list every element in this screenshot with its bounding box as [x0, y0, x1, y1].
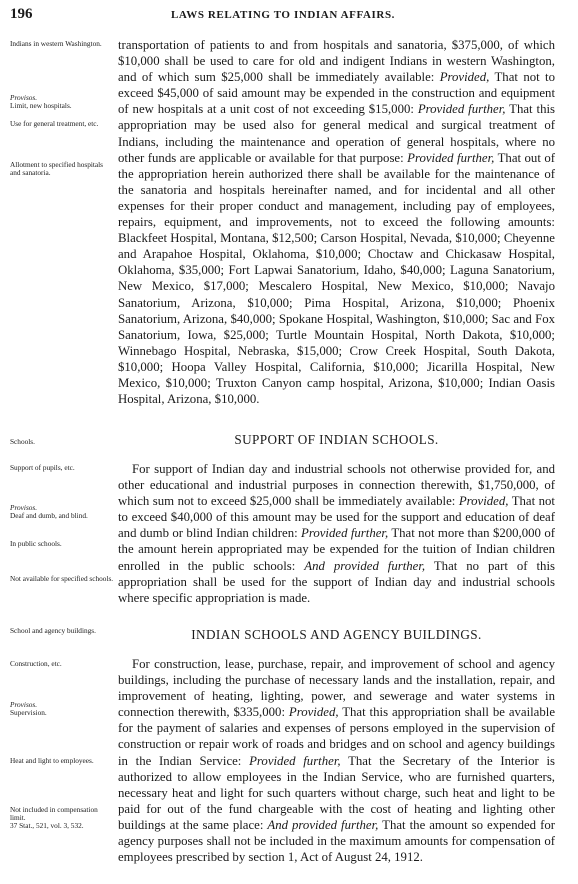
margin-note-public: In public schools.	[10, 539, 62, 548]
hospitals-paragraph: transportation of patients to and from hospitals and sanatoria, $375,000, of which $10,000 shall be used to care for old and indigent Indians in western Washington, and of which sum $25,000 shall be immediately available: Provided, That not to exceed $45,000 of said amount may be expended in the construction and equipment of new hospitals at a unit cost of not exceeding $15,000: Provided further, That this appropriation may be used also for general medical and surgical treatment of Indians, including the maintenance and operation of general hospitals, where no other funds are applicable or available for that purpose: Provided further, That out of the appropriation herein authorized there shall be available for the maintenance of the sanatoria and hospitals hereinafter named, and for incidental and all other expenses for their proper conduct and management, including pay of employees, repairs, equipment, and improvements, not to exceed the following amounts: Blackfeet Hospital, Montana, $12,500; Carson Hospital, Nevada, $10,000; Cheyenne and Arapahoe Hospital, Oklahoma, $10,000; Choctaw and Chickasaw Hospital, Oklahoma, $35,000; Fort Lapwai Sanatorium, Idaho, $40,000; Laguna Sanatorium, New Mexico, $17,000; Mescalero Hospital, New Mexico, $10,000; Navajo Sanatorium, Arizona, $10,000; Pima Hospital, Arizona, $10,000; Phoenix Sanatorium, Arizona, $40,000; Spokane Hospital, Washington, $10,000; Sac and Fox Sanatorium, Iowa, $25,000; Turtle Mountain Hospital, North Dakota, $10,000; Winnebago Hospital, Nebraska, $15,000; Crow Creek Hospital, South Dakota, $10,000; Hoopa Valley Hospital, California, $10,000; Jicarilla Hospital, New Mexico, $10,000; Truxton Canyon camp hospital, Arizona, $10,000; Indian Oasis Hospital, Arizona, $10,000.	[118, 38, 556, 407]
running-title: LAWS RELATING TO INDIAN AFFAIRS.	[170, 9, 396, 21]
margin-note-schools: Schools.	[10, 437, 35, 446]
page-number: 196	[10, 6, 33, 22]
margin-note-allotment: Allotment to specified hospitals and sanatoria.	[10, 160, 104, 177]
margin-note-washington: Indians in western Washington.	[10, 39, 102, 48]
margin-note-supervision: Supervision.	[10, 708, 47, 717]
margin-note-general-treatment: Use for general treatment, etc.	[10, 119, 99, 128]
margin-note-construction: Construction, etc.	[10, 659, 62, 668]
schools-text	[118, 461, 555, 606]
margin-note-proviso: Provisos.	[10, 503, 38, 512]
margin-note-not-included: Not included in compensation limit.	[10, 805, 98, 822]
section-heading-support-schools: SUPPORT OF INDIAN SCHOOLS.	[234, 432, 439, 447]
page-header	[10, 6, 556, 26]
section-heading-agency-buildings: INDIAN SCHOOLS AND AGENCY BUILDINGS.	[191, 627, 482, 642]
buildings-paragraph: For construction, lease, purchase, repair, and improvement of school and agency buildings, including the purchase of necessary lands and the installation, repair, and improvement of heating, lighting, power, and sewerage and water systems in connection therewith, $335,000: Provided, That this appropriation shall be available for the payment of salaries and expenses of persons employed in the supervision of construction or repair work of roads and bridges and on school and agency buildings in the Indian Service: Provided further, That the Secretary of the Interior is authorized to allow employees in the Indian Service, who are furnished quarters, necessary heat and light for such quarters without charge, such heat and light to be paid for out of the fund chargeable with the cost of heating and lighting other buildings at the same place: And provided further, That the amount so expended for agency purposes shall not be included in the maximum amounts for compensation of employees prescribed by section 1, Act of August 24, 1912.	[118, 657, 555, 865]
margin-note-not-available: Not available for specified schools.	[10, 574, 114, 583]
schools-paragraph: For support of Indian day and industrial schools not otherwise provided for, and other educational and industrial purposes in connection therewith, $1,750,000, of which sum not to exceed $25,000 shall be immediately available: Provided, That not to exceed $40,000 of this amount may be used for the support and education of deaf and dumb or blind Indian children: Provided further, That not more than $200,000 of the amount herein appropriated may be expended for the tuition of Indian children enrolled in the public schools: And provided further, That no part of this appropriation shall be used for the support of Indian day and industrial schools where specific appropriation is made.	[118, 462, 555, 605]
margin-note-proviso: Provisos.	[10, 700, 38, 709]
margin-note-citation: 37 Stat., 521, vol. 3, 532.	[10, 821, 84, 830]
margin-note-deaf: Deaf and dumb, and blind.	[10, 511, 88, 520]
margin-note-heat-light: Heat and light to employees.	[10, 756, 94, 765]
margin-note-buildings: School and agency buildings.	[10, 626, 96, 635]
margin-note-support: Support of pupils, etc.	[10, 463, 75, 472]
margin-note-proviso: Provisos.	[10, 93, 38, 102]
buildings-text	[118, 656, 555, 865]
hospitals-text	[118, 37, 555, 407]
margin-note-limit-hospitals: Limit, new hospitals.	[10, 101, 72, 110]
